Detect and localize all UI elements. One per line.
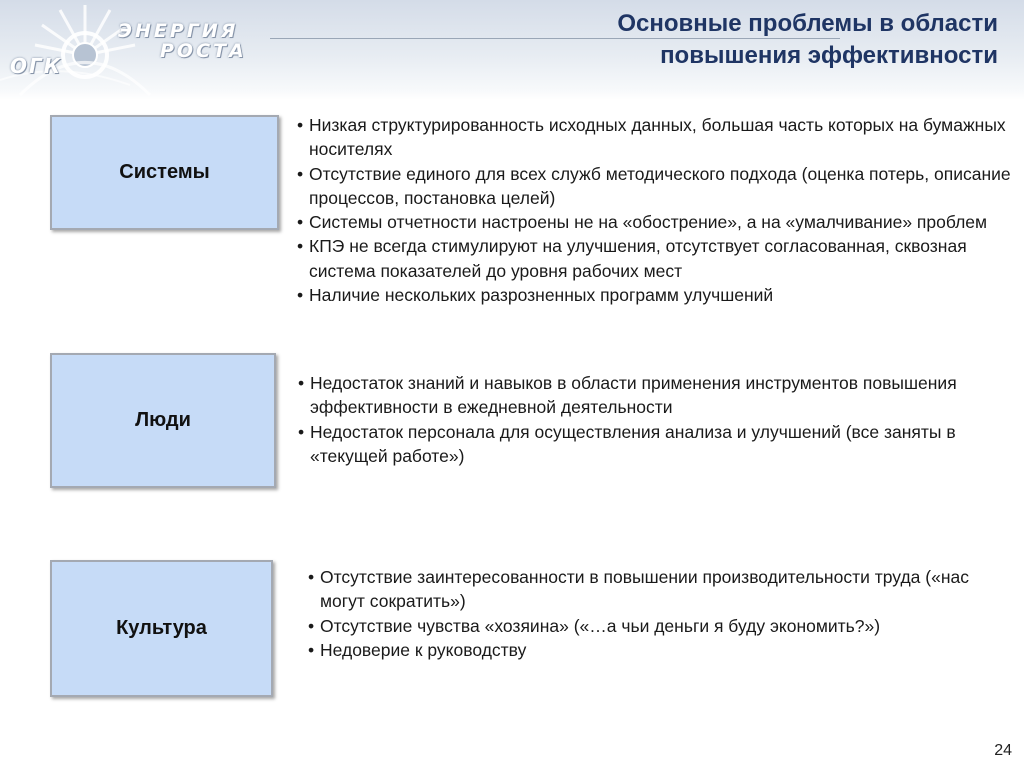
logo-brand-text: ОГК	[10, 54, 63, 78]
culture-bullet-list	[308, 565, 1008, 662]
list-item: • Недостаток персонала для осуществления анализа и улучшений (все заняты в «текущей работе»)	[298, 420, 998, 469]
list-item: • Недостаток знаний и навыков в области применения инструментов повышения эффективности в ежедневной деятельности	[298, 371, 998, 420]
company-logo	[0, 0, 290, 100]
logo-text-top: ЭНЕРГИЯ	[118, 20, 239, 42]
category-box-systems: Системы	[50, 115, 279, 230]
list-item: • Отсутствие заинтересованности в повышении производительности труда («нас могут сократить»)	[308, 565, 1008, 614]
title-line-2: повышения эффективности	[660, 42, 998, 69]
list-item: • Системы отчетности настроены не на «обострение», а на «умалчивание» проблем	[297, 210, 1022, 234]
systems-bullet-list	[297, 113, 1022, 307]
page-number: 24	[994, 742, 1012, 759]
list-item: • КПЭ не всегда стимулируют на улучшения, отсутствует согласованная, сквозная система показателей до уровня рабочих мест	[297, 234, 1022, 283]
page-title	[478, 8, 998, 72]
list-item: • Низкая структурированность исходных данных, большая часть которых на бумажных носителях	[297, 113, 1022, 162]
list-item: • Наличие нескольких разрозненных программ улучшений	[297, 283, 1022, 307]
people-bullet-list	[298, 371, 998, 468]
title-line-1: Основные проблемы в области	[617, 10, 998, 37]
category-box-people: Люди	[50, 353, 276, 488]
list-item: • Отсутствие чувства «хозяина» («…а чьи деньги я буду экономить?»)	[308, 614, 1008, 638]
logo-text-bottom: РОСТА	[160, 40, 247, 62]
list-item: • Отсутствие единого для всех служб методического подхода (оценка потерь, описание процессов, постановка целей)	[297, 162, 1022, 211]
category-box-culture: Культура	[50, 560, 273, 697]
list-item: • Недоверие к руководству	[308, 638, 1008, 662]
